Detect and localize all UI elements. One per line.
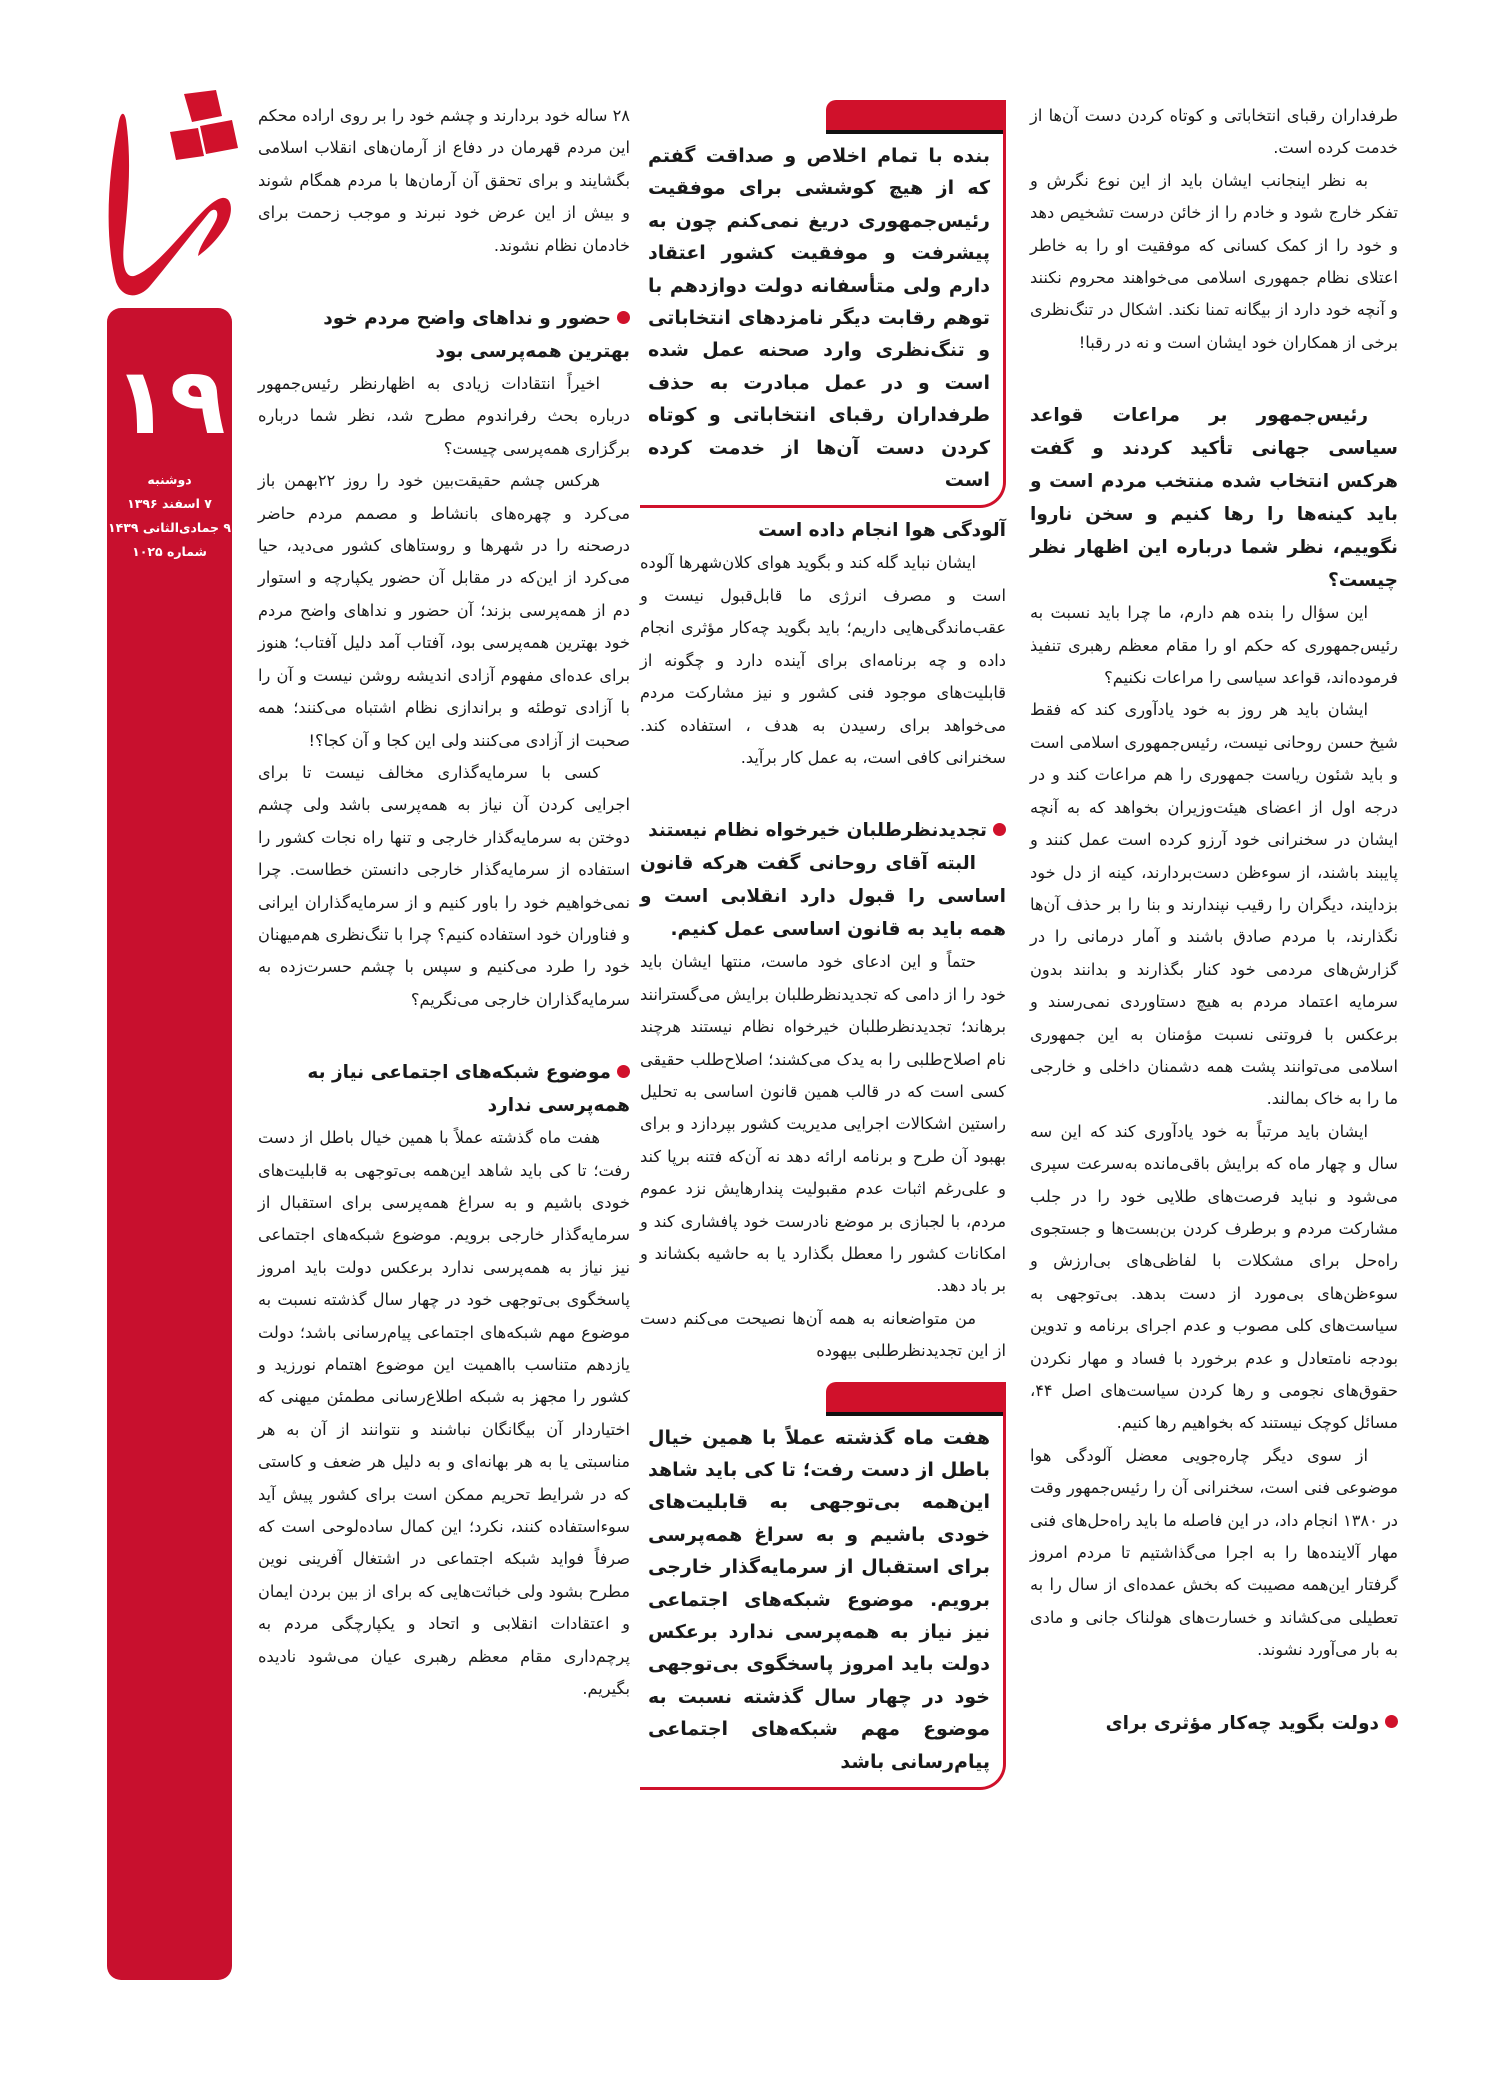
paragraph: از سوی دیگر چاره‌جویی معضل آلودگی هوا موضوعی فنی است، سخنرانی آن را رئیس‌جمهور وقت در ۱۳۸۰ انجام داد، در این فاصله ما باید راه‌حل‌های فنی مهار آلاینده‌ها را به اجرا می‌گذاشتیم تا مردم امروز گرفتار این‌همه مصیبت که بخش عمده‌ای از سال را به تعطیلی می‌کشاند و خسارت‌های هولناک جانی و مادی به بار می‌آورد نشوند.	[1030, 1445, 1398, 1660]
section-heading-text: دولت بگوید چه‌کار مؤثری برای	[1105, 1712, 1379, 1734]
section-heading	[258, 1056, 630, 1122]
pull-quote-red-tab	[826, 100, 1006, 130]
article-column-right	[1030, 100, 1398, 1740]
paragraph: ۲۸ ساله خود بردارند و چشم خود را بر روی اراده محکم این مردم قهرمان در دفاع از آرمان‌های انقلاب اسلامی بگشایند و برای تحقق آن آرمان‌ها با مردم همگام شوند و بیش از این عرض خود نبرند و موجب زحمت برای خادمان نظام نشوند.	[258, 106, 630, 255]
page-number: ۱۹	[113, 348, 226, 455]
section-heading	[640, 814, 1006, 847]
section-heading	[258, 302, 630, 368]
interview-question: رئیس‌جمهور بر مراعات قواعد سیاسی جهانی تأکید کردند و گفت هرکس انتخاب شده منتخب مردم است و باید کینه‌ها را رها کنیم و سخن ناروا نگوییم، نظر شما درباره این اظهار نظر چیست؟	[1030, 405, 1398, 592]
pull-quote-red-tab	[826, 1382, 1006, 1412]
paragraph: ایشان نباید گله کند و بگوید هوای کلان‌شهرها آلوده است و مصرف انرژی ما قابل‌قبول نیست و عقب‌ماندگی‌هایی داریم؛ باید بگوید چه‌کار مؤثری انجام داده و چه برنامه‌ای برای آینده دارد و چگونه از قابلیت‌های موجود فنی کشور و نیز مشارکت مردم می‌خواهد برای رسیدن به هدف ، استفاده کند. سخنرانی کافی است، به عمل کار برآید.	[640, 553, 1006, 767]
bullet-dot-icon	[1385, 1715, 1398, 1728]
pull-quote-black-bar	[826, 1412, 1006, 1416]
article-column-middle	[640, 100, 1006, 1796]
issue-info-sidebar	[107, 308, 232, 1980]
paragraph: هرکس چشم حقیقت‌بین خود را روز ۲۲بهمن باز می‌کرد و چهره‌های بانشاط و مصمم مردم حاضر درصحنه را در شهرها و روستاهای کشور می‌دید، حیا می‌کرد از این‌که در مقابل آن حضور یکپارچه و استوار دم از همه‌پرسی بزند؛ آن حضور و نداهای واضح مردم خود بهترین همه‌پرسی بود، آفتاب آمد دلیل آفتاب؛ هنوز برای عده‌ای مفهوم آزادی اندیشه روشن نیست و آن را با آزادی توطئه و براندازی نظام اشتباه می‌کنند؛ همه صحبت از آزادی می‌کنند ولی این کجا و آن کجا؟!	[258, 471, 630, 750]
pull-quote-black-bar	[826, 130, 1006, 134]
paragraph: من متواضعانه به همه آن‌ها نصیحت می‌کنم دست از این تجدیدنظرطلبی بیهوده	[640, 1308, 1006, 1361]
date-solar: ۷ اسفند ۱۳۹۶	[127, 496, 212, 511]
article-column-left	[258, 100, 630, 1705]
bullet-dot-icon	[617, 311, 630, 324]
section-heading	[1030, 1707, 1398, 1740]
pull-quote-text: هفت ماه گذشته عملاً با همین خیال باطل از دست رفت؛ تا کی باید شاهد این‌همه بی‌توجهی به قابلیت‌های خودی باشیم و به سراغ همه‌پرسی برای استقبال از سرمایه‌گذار خارجی برویم. موضوع شبکه‌های اجتماعی نیز نیاز به همه‌پرسی ندارد برعکس دولت باید امروز پاسخگوی بی‌توجهی خود در چهار سال گذشته نسبت به موضوع مهم شبکه‌های اجتماعی پیام‌رسانی باشد	[648, 1426, 990, 1773]
section-heading-text: تجدیدنظرطلبان خیرخواه نظام نیستند	[648, 820, 987, 842]
section-heading-text: حضور و نداهای واضح مردم خود بهترین همه‌پرسی بود	[323, 308, 630, 363]
paragraph: طرفداران رقبای انتخاباتی و کوتاه کردن دست آن‌ها از خدمت کرده است.	[1030, 106, 1398, 158]
paragraph: حتماً و این ادعای خود ماست، منتها ایشان باید خود را از دامی که تجدیدنظرطلبان برایش می‌گسترانند برهاند؛ تجدیدنظرطلبان خیرخواه نظام نیستند هرچند نام اصلاح‌طلبی را به یدک می‌کشند؛ اصلاح‌طلب حقیقی کسی است که در قالب همین قانون اساسی به تحلیل راستین اشکالات اجرایی مدیریت کشور بپردازد و برای بهبود آن طرح و برنامه ارائه دهد نه آن‌که فتنه برپا کند و علی‌رغم اثبات عدم مقبولیت پندارهایش نزد عموم مردم، با لجبازی بر موضع نادرست خود پافشاری کند و امکانات کشور را معطل بگذارد یا به حاشیه بکشاند و بر باد دهد.	[640, 952, 1006, 1296]
section-heading-text: موضوع شبکه‌های اجتماعی نیاز به همه‌پرسی ندارد	[307, 1062, 630, 1117]
date-lunar: ۹ جمادی‌الثانی ۱۴۳۹	[108, 520, 231, 535]
paragraph: ایشان باید مرتباً به خود یادآوری کند که این سه سال و چهار ماه که برایش باقی‌مانده به‌سرعت سپری می‌شود و نباید فرصت‌های طلایی خود را در جلب مشارکت مردم و برطرف کردن بن‌بست‌ها و جستجوی راه‌حل برای مشکلات با لفاظی‌های بی‌ارزش و سوءظن‌های بی‌مورد از دست بدهد. بی‌توجهی به سیاست‌های کلی مصوب و عدم اجرای برنامه و تدوین بودجه نامتعادل و عدم برخورد با فساد و مهار نکردن حقوق‌های نجومی و رها کردن سیاست‌های اصل ۴۴، مسائل کوچک نیستند که بخواهیم رها کنیم.	[1030, 1121, 1398, 1433]
section-heading-continued: آلودگی هوا انجام داده است	[758, 520, 1006, 542]
bullet-dot-icon	[993, 823, 1006, 836]
pull-quote-text: بنده با تمام اخلاص و صداقت گفتم که از هیچ کوششی برای موفقیت رئیس‌جمهوری دریغ نمی‌کنم چون به پیشرفت و موفقیت کشور اعتقاد دارم ولی متأسفانه دولت دوازدهم با توهم رقابت دیگر نامزدهای انتخاباتی و تنگ‌نظری وارد صحنه عمل شده است و در عمل مبادرت به حذف طرفداران رقبای انتخاباتی و کوتاه کردن دست آن‌ها از خدمت کرده است	[648, 145, 990, 492]
paragraph: هفت ماه گذشته عملاً با همین خیال باطل از دست رفت؛ تا کی باید شاهد این‌همه بی‌توجهی به قابلیت‌های خودی باشیم و به سراغ همه‌پرسی برای استقبال از سرمایه‌گذار خارجی برویم. موضوع شبکه‌های اجتماعی نیز نیاز به همه‌پرسی ندارد برعکس دولت باید امروز پاسخگوی بی‌توجهی خود در چهار سال گذشته نسبت به موضوع مهم شبکه‌های اجتماعی پیام‌رسانی باشد؛ دولت یازدهم متناسب بااهمیت این موضوع اهتمام نورزید و کشور را مجهز به شبکه اطلاع‌رسانی مطمئن میهنی که اختیاردار آن بیگانگان نباشند و نتوانند از آن به هر مناسبتی یا به هر بهانه‌ای و به دلیل هر ضعف و کاستی که در شرایط تحریم ممکن است برای کشور پیش آید سوءاستفاده کنند، نکرد؛ این کمال ساده‌لوحی است که صرفاً فواید شبکه اجتماعی در اشتغال آفرینی نوین مطرح بشود ولی خباثت‌هایی که برای از بین بردن ایمان و اعتقادات انقلابی و اتحاد و یکپارچگی مردم به پرچم‌داری مقام معظم رهبری عیان می‌شود نادیده بگیریم.	[258, 1128, 630, 1699]
paragraph: کسی با سرمایه‌گذاری مخالف نیست تا برای اجرایی کردن آن نیاز به همه‌پرسی باشد ولی چشم دوختن به سرمایه‌گذار خارجی و تنها راه نجات کشور را استفاده از سرمایه‌گذار خارجی دانستن خطاست. چرا نمی‌خواهیم خود را باور کنیم و از سرمایه‌گذاران ایرانی و فناوران خود استفاده کنیم؟ چرا با تنگ‌نظری هم‌میهنان خود را طرد می‌کنیم و سپس با چشم حسرت‌زده به سرمایه‌گذاران خارجی می‌نگریم؟	[258, 762, 630, 1009]
pull-quote-box	[640, 1382, 1006, 1790]
issue-number: شماره ۱۰۲۵	[132, 544, 207, 559]
paragraph: این سؤال را بنده هم دارم، ما چرا باید نسبت به رئیس‌جمهوری که حکم او را مقام معظم رهبری تنفیذ فرموده‌اند، قواعد سیاسی را مراعات نکنیم؟	[1030, 603, 1398, 688]
pull-quote-box	[640, 100, 1006, 508]
interview-question: اخیراً انتقادات زیادی به اظهارنظر رئیس‌جمهور درباره بحث رفراندوم مطرح شد، نظر شما درباره برگزاری همه‌پرسی چیست؟	[258, 374, 630, 458]
weekday: دوشنبه	[147, 472, 192, 487]
interview-question: البته آقای روحانی گفت هرکه قانون اساسی را قبول دارد انقلابی است و همه باید به قانون اساسی عمل کنیم.	[640, 853, 1006, 941]
paragraph: ایشان باید هر روز به خود یادآوری کند که فقط شیخ حسن روحانی نیست، رئیس‌جمهوری اسلامی است و باید شئون ریاست جمهوری را هم مراعات کند و در درجه اول از اعضای هیئت‌وزیران بخواهد که به آنچه ایشان در سخنرانی خود آرزو کرده است عمل کنند و پایبند باشند، از سوءظن دست‌بردارند، کینه از دل خود بزدایند، دیگران را رقیب نپندارند و بنا را بر حذف آن‌ها نگذارند، با مردم صادق باشند و آمار درمانی را در گزارش‌های مردمی خود کنار بگذارند و بدانند بدون سرمایه اعتماد مردم به هیچ دستاوردی نمی‌رسند و برعکس با فروتنی نسبت مؤمنان به این جمهوری اسلامی می‌توانند پشت همه دشمنان داخلی و خارجی ما را به خاک بمالند.	[1030, 700, 1398, 1109]
bullet-dot-icon	[617, 1065, 630, 1078]
paragraph: به نظر اینجانب ایشان باید از این نوع نگرش و تفکر خارج شود و خادم را از خائن درست تشخیص دهد و خود را از کمک کسانی که موفقیت او را به خاطر اعتلای نظام جمهوری اسلامی می‌خواهند محروم نکنند و آنچه خود دارد از بیگانه تمنا نکند. اشکال در تنگ‌نظری برخی از همکاران خود ایشان است و نه در رقبا!	[1030, 170, 1398, 352]
shoma-logo-icon	[104, 86, 238, 302]
